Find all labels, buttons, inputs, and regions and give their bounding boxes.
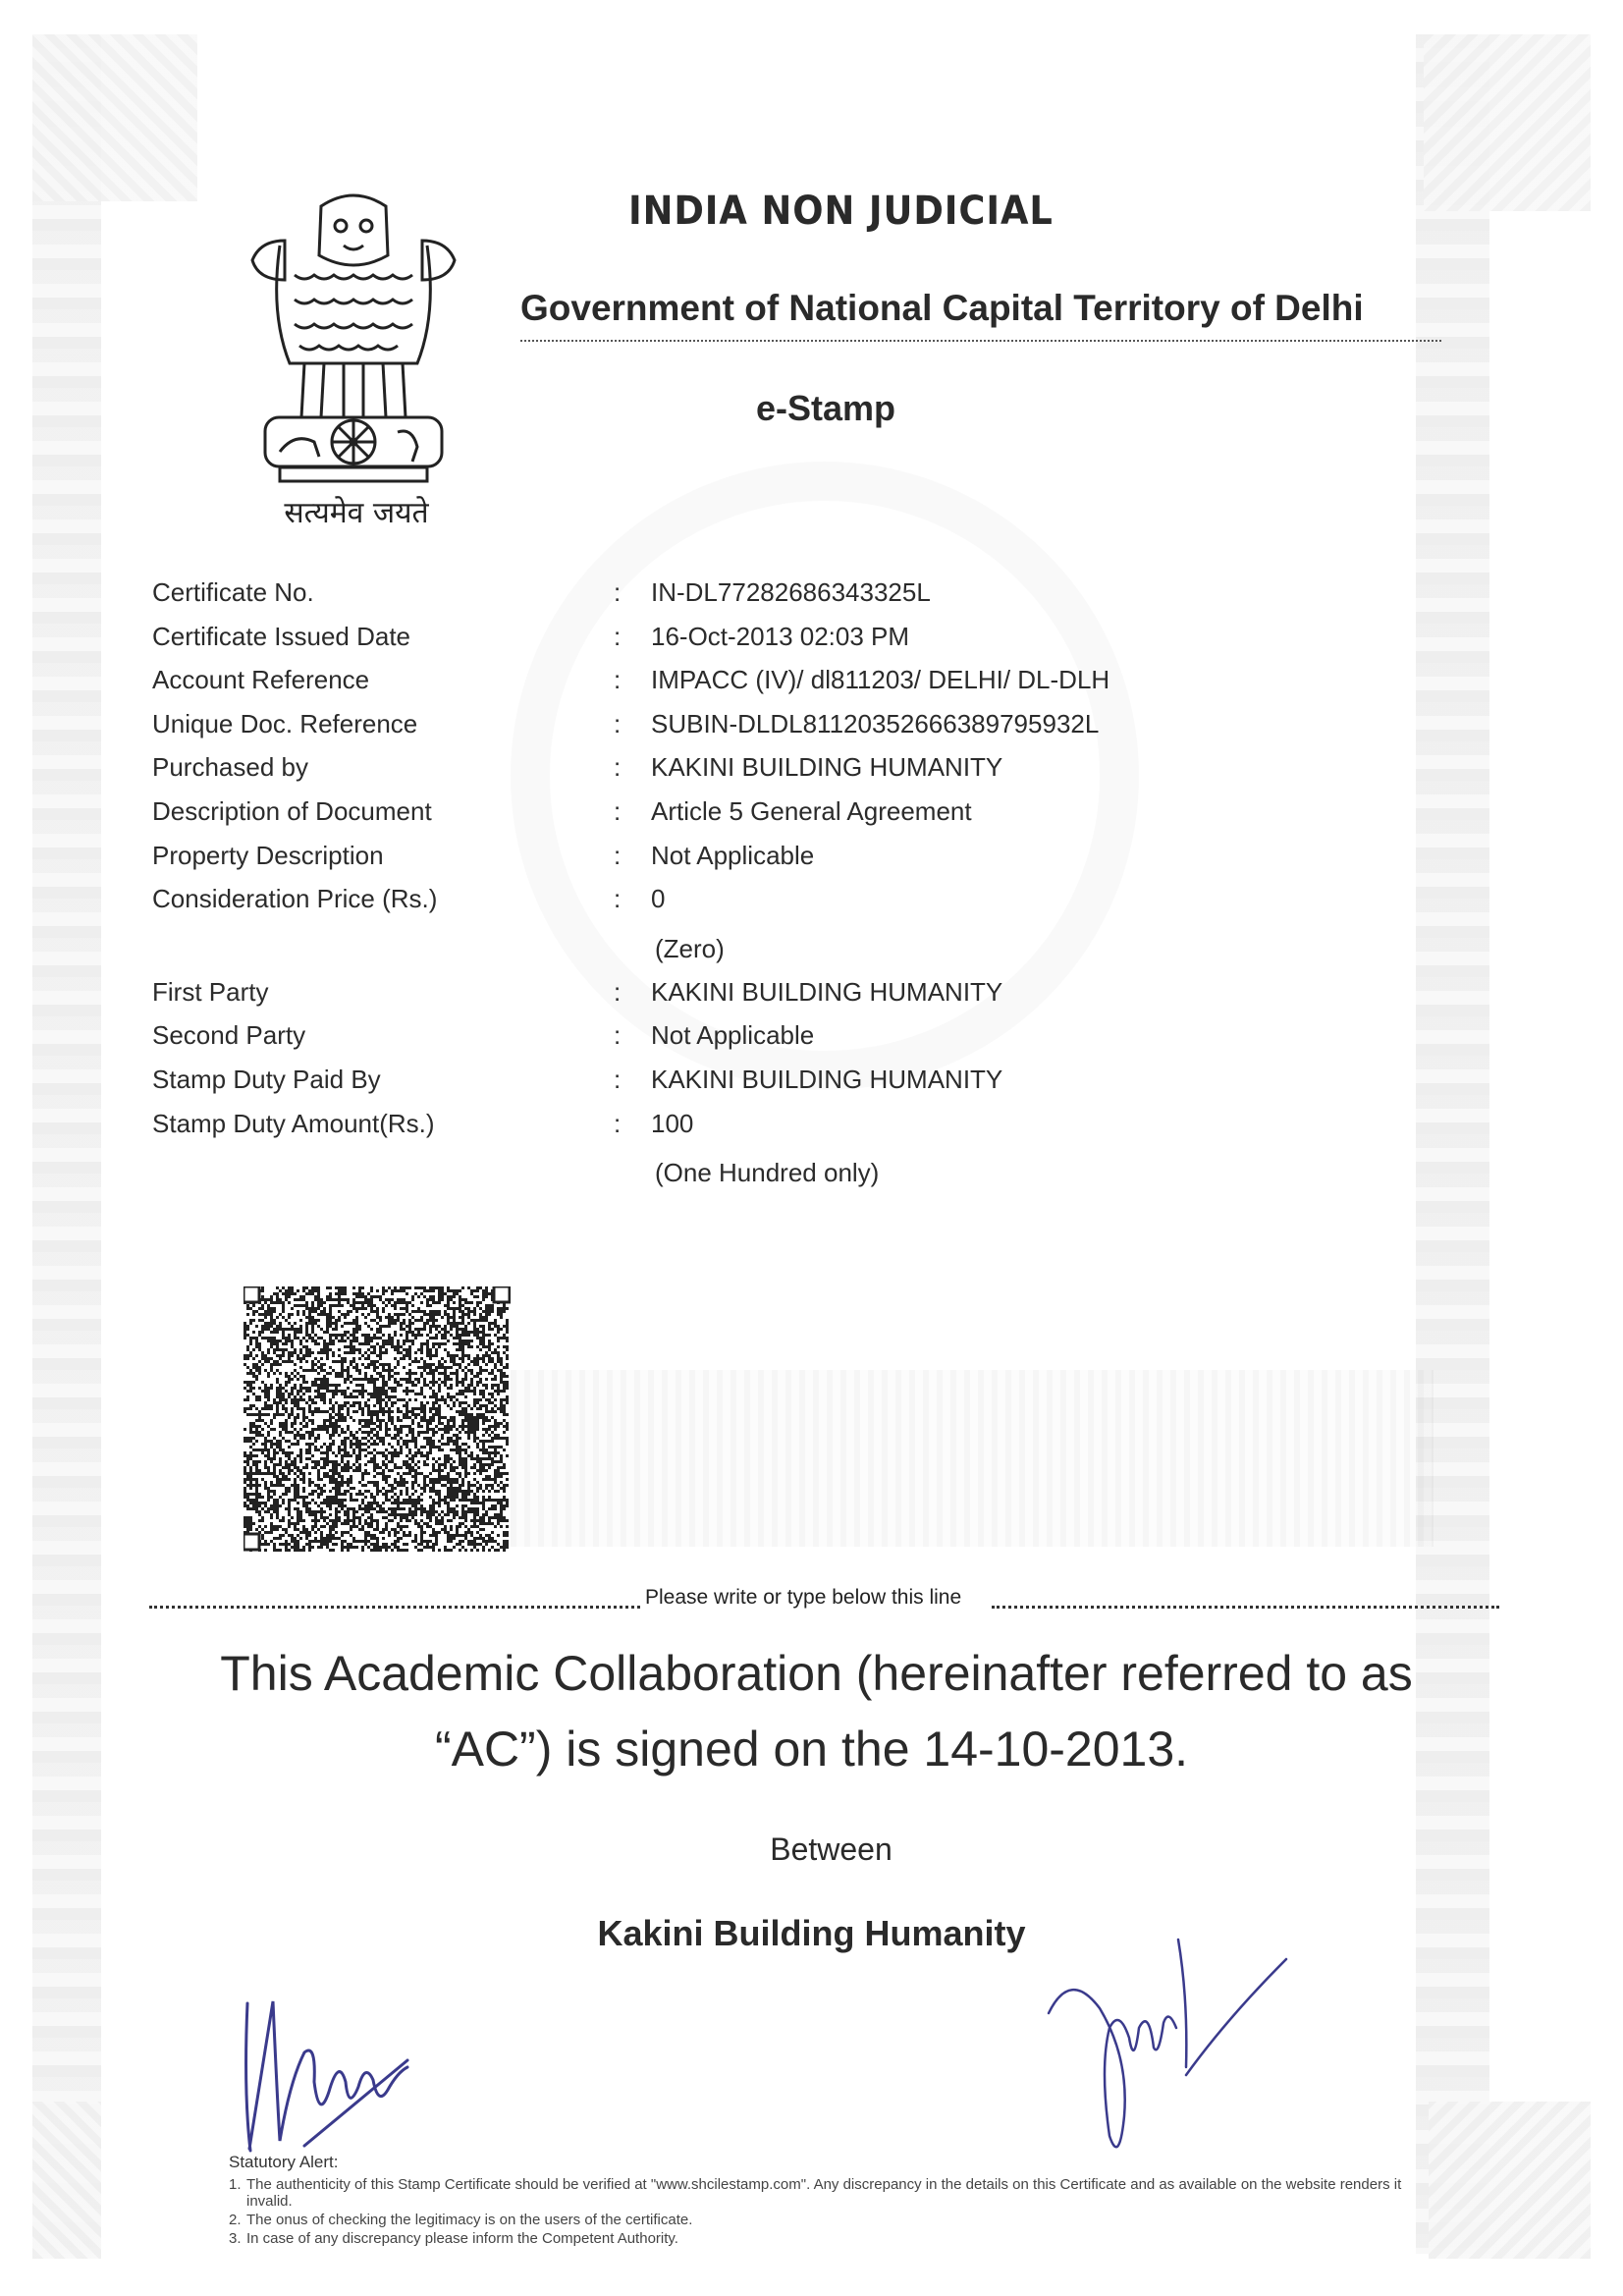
watermark-band bbox=[511, 1370, 1434, 1547]
detail-label: Certificate No. bbox=[152, 577, 314, 607]
detail-value-in-words: (One Hundred only) bbox=[655, 1158, 880, 1188]
detail-row-purchased-by bbox=[152, 752, 1232, 796]
detail-row-consideration-words bbox=[152, 928, 1232, 977]
agreement-between: Between bbox=[770, 1831, 893, 1867]
statutory-alert-item bbox=[229, 2176, 1407, 2210]
detail-row-certificate-no bbox=[152, 577, 1232, 622]
detail-value-in-words: (Zero) bbox=[655, 933, 725, 963]
decorative-border-corner-bottom-left bbox=[32, 2102, 101, 2259]
detail-value: 0 bbox=[651, 884, 666, 914]
detail-value: 16-Oct-2013 02:03 PM bbox=[651, 621, 910, 651]
detail-separator: : bbox=[614, 840, 622, 870]
detail-label: Property Description bbox=[152, 840, 384, 870]
detail-label: Stamp Duty Paid By bbox=[152, 1064, 381, 1094]
detail-row-document-description bbox=[152, 796, 1232, 841]
detail-label: Consideration Price (Rs.) bbox=[152, 884, 438, 914]
detail-separator: : bbox=[614, 795, 622, 826]
alert-item-number: 2. bbox=[229, 2212, 242, 2228]
detail-row-property-description bbox=[152, 841, 1232, 885]
detail-value: Not Applicable bbox=[651, 1020, 815, 1051]
alert-item-text: The onus of checking the legitimacy is on the users of the certificate. bbox=[246, 2212, 693, 2228]
detail-separator: : bbox=[614, 976, 622, 1007]
detail-separator: : bbox=[614, 577, 622, 607]
statutory-alert-title: Statutory Alert: bbox=[229, 2153, 339, 2171]
detail-separator: : bbox=[614, 1108, 622, 1138]
detail-separator: : bbox=[614, 752, 622, 783]
detail-label: Account Reference bbox=[152, 665, 370, 695]
issuing-government: Government of National Capital Territory of Delhi bbox=[520, 288, 1364, 328]
emblem-motto: सत्यमेव जयते bbox=[284, 496, 429, 530]
decorative-border-corner-bottom-right bbox=[1429, 2102, 1591, 2259]
detail-row-duty-amount bbox=[152, 1109, 1232, 1153]
document-title: INDIA NON JUDICIAL bbox=[628, 189, 1054, 234]
alert-item-number: 3. bbox=[229, 2230, 242, 2247]
detail-separator: : bbox=[614, 621, 622, 651]
detail-row-consideration-price bbox=[152, 884, 1232, 928]
decorative-border-corner-top-left bbox=[32, 34, 197, 201]
decorative-border-corner-top-right bbox=[1424, 34, 1591, 211]
national-emblem-icon bbox=[250, 187, 457, 501]
detail-value: 100 bbox=[651, 1108, 694, 1138]
alert-item-text: In case of any discrepancy please inform the Competent Authority. bbox=[246, 2230, 678, 2247]
detail-label: First Party bbox=[152, 976, 269, 1007]
detail-label: Second Party bbox=[152, 1020, 306, 1051]
detail-value: KAKINI BUILDING HUMANITY bbox=[651, 976, 1003, 1007]
alert-item-text: The authenticity of this Stamp Certificate should be verified at "www.shcilestamp.com". Any discrepancy in the details on this Certificate and as available on the website renders it invalid. bbox=[246, 2176, 1402, 2210]
divider-text: Please write or type below this line bbox=[645, 1586, 962, 1609]
detail-label: Stamp Duty Amount(Rs.) bbox=[152, 1108, 435, 1138]
statutory-alert bbox=[229, 2154, 1407, 2249]
write-below-divider bbox=[149, 1586, 1499, 1615]
detail-separator: : bbox=[614, 1064, 622, 1094]
detail-separator: : bbox=[614, 665, 622, 695]
detail-row-account-reference bbox=[152, 665, 1232, 709]
detail-value: Not Applicable bbox=[651, 840, 815, 870]
detail-label: Description of Document bbox=[152, 795, 432, 826]
detail-row-unique-doc-reference bbox=[152, 709, 1232, 753]
detail-row-duty-amount-words bbox=[152, 1152, 1232, 1201]
detail-row-issued-date bbox=[152, 622, 1232, 666]
detail-separator: : bbox=[614, 708, 622, 738]
detail-value: KAKINI BUILDING HUMANITY bbox=[651, 1064, 1003, 1094]
alert-item-number: 1. bbox=[229, 2176, 242, 2193]
divider-dots-right bbox=[992, 1606, 1499, 1609]
detail-label: Certificate Issued Date bbox=[152, 621, 411, 651]
detail-separator: : bbox=[614, 884, 622, 914]
detail-value: Article 5 General Agreement bbox=[651, 795, 972, 826]
detail-row-first-party bbox=[152, 977, 1232, 1021]
detail-row-duty-paid-by bbox=[152, 1065, 1232, 1109]
detail-separator: : bbox=[614, 1020, 622, 1051]
signature-right bbox=[1041, 1920, 1414, 2175]
agreement-text-line-1: This Academic Collaboration (hereinafter referred to as bbox=[220, 1646, 1413, 1701]
detail-value: SUBIN-DLDL81120352666389795932L bbox=[651, 708, 1100, 738]
agreement-party-name: Kakini Building Humanity bbox=[597, 1913, 1026, 1953]
microprint-rule bbox=[520, 340, 1441, 342]
signature-left bbox=[226, 1974, 560, 2170]
detail-value: KAKINI BUILDING HUMANITY bbox=[651, 752, 1003, 783]
detail-value: IMPACC (IV)/ dl811203/ DELHI/ DL-DLH bbox=[651, 665, 1110, 695]
agreement-text-line-2: “AC”) is signed on the 14-10-2013. bbox=[434, 1722, 1189, 1777]
statutory-alert-item bbox=[229, 2212, 1407, 2228]
detail-label: Purchased by bbox=[152, 752, 308, 783]
qr-code-icon bbox=[243, 1286, 511, 1552]
detail-row-second-party bbox=[152, 1020, 1232, 1065]
detail-value: IN-DL77282686343325L bbox=[651, 577, 931, 607]
detail-label: Unique Doc. Reference bbox=[152, 708, 418, 738]
statutory-alert-item bbox=[229, 2230, 1407, 2247]
divider-dots-left bbox=[149, 1606, 640, 1609]
certificate-details bbox=[152, 577, 1232, 1201]
document-subtitle: e-Stamp bbox=[756, 388, 896, 428]
